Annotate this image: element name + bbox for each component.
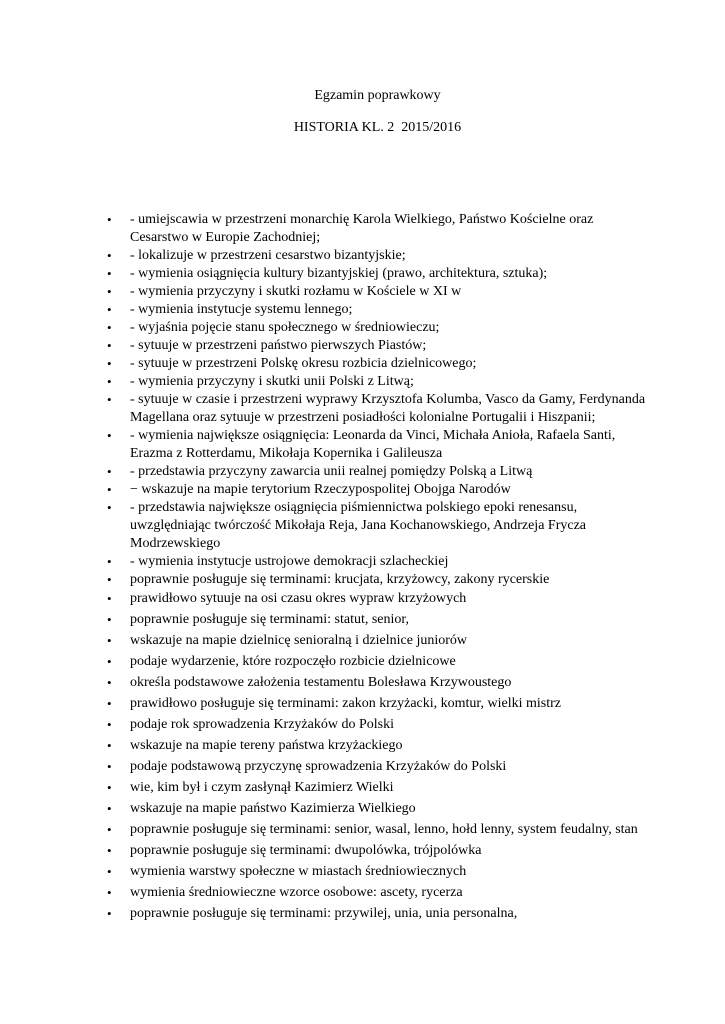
list-item	[0, 695, 725, 713]
bullet-icon: •	[107, 801, 112, 816]
list-item	[0, 427, 725, 463]
bullet-icon: •	[107, 906, 112, 921]
list-item	[0, 821, 725, 839]
bullet-icon: •	[107, 554, 112, 569]
list-item	[0, 211, 725, 247]
list-item-text: - wymienia największe osiągnięcia: Leonarda da Vinci, Michała Anioła, Rafaela Santi, Erazma z Rotterdamu, Mikołaja Kopernika i Galileusza	[130, 428, 616, 461]
bullet-icon: •	[107, 738, 112, 753]
bullet-icon: •	[107, 464, 112, 479]
list-item-text: poprawnie posługuje się terminami: statut, senior,	[130, 612, 409, 627]
list-item	[0, 632, 725, 650]
list-item-text: prawidłowo posługuje się terminami: zakon krzyżacki, komtur, wielki mistrz	[130, 696, 561, 711]
list-item-text: - wymienia osiągnięcia kultury bizantyjskiej (prawo, architektura, sztuka);	[130, 266, 548, 281]
list-item	[0, 391, 725, 427]
list-item-text: - wymienia przyczyny i skutki unii Polski z Litwą;	[130, 374, 414, 389]
bullet-icon: •	[107, 320, 112, 335]
list-item-text: wymienia średniowieczne wzorce osobowe: ascety, rycerza	[130, 885, 463, 900]
requirements-list	[0, 211, 725, 923]
document-title: Egzamin poprawkowy	[314, 88, 441, 103]
bullet-icon: •	[107, 675, 112, 690]
list-item-text: - wyjaśnia pojęcie stanu społecznego w średniowieczu;	[130, 320, 440, 335]
list-item-text: − wskazuje na mapie terytorium Rzeczypospolitej Obojga Narodów	[130, 482, 511, 497]
bullet-icon: •	[107, 266, 112, 281]
list-item	[0, 301, 725, 319]
bullet-icon: •	[107, 696, 112, 711]
bullet-icon: •	[107, 302, 112, 317]
list-item	[0, 337, 725, 355]
list-item	[0, 884, 725, 902]
bullet-icon: •	[107, 284, 112, 299]
list-item-text: - wymienia instytucje ustrojowe demokracji szlacheckiej	[130, 554, 449, 569]
list-item	[0, 674, 725, 692]
list-item-text: poprawnie posługuje się terminami: krucjata, krzyżowcy, zakony rycerskie	[130, 572, 550, 587]
list-item-text: podaje wydarzenie, które rozpoczęło rozbicie dzielnicowe	[130, 654, 456, 669]
list-item-text: wie, kim był i czym zasłynął Kazimierz Wielki	[130, 780, 394, 795]
bullet-icon: •	[107, 717, 112, 732]
bullet-icon: •	[107, 482, 112, 497]
list-item	[0, 590, 725, 608]
list-item-text: - przedstawia przyczyny zawarcia unii realnej pomiędzy Polską a Litwą	[130, 464, 533, 479]
bullet-icon: •	[107, 591, 112, 606]
bullet-icon: •	[107, 885, 112, 900]
list-item-text: - wymienia instytucje systemu lennego;	[130, 302, 353, 317]
list-item	[0, 373, 725, 391]
list-item	[0, 571, 725, 589]
list-item-text: wskazuje na mapie dzielnicę senioralną i dzielnice juniorów	[130, 633, 468, 648]
list-item	[0, 553, 725, 571]
list-item	[0, 842, 725, 860]
bullet-icon: •	[107, 248, 112, 263]
list-item-text: - lokalizuje w przestrzeni cesarstwo bizantyjskie;	[130, 248, 406, 263]
list-item-text: - sytuuje w przestrzeni państwo pierwszych Piastów;	[130, 338, 427, 353]
list-item-text: poprawnie posługuje się terminami: przywilej, unia, unia personalna,	[130, 906, 518, 921]
list-item	[0, 758, 725, 776]
bullet-icon: •	[107, 633, 112, 648]
document-subtitle: HISTORIA KL. 2 2015/2016	[293, 120, 462, 135]
list-item-text: określa podstawowe założenia testamentu Bolesława Krzywoustego	[130, 675, 512, 690]
list-item-text: prawidłowo sytuuje na osi czasu okres wypraw krzyżowych	[130, 591, 467, 606]
bullet-icon: •	[107, 212, 112, 227]
bullet-icon: •	[107, 759, 112, 774]
list-item	[0, 283, 725, 301]
list-item	[0, 265, 725, 283]
bullet-icon: •	[107, 864, 112, 879]
list-item	[0, 779, 725, 797]
bullet-icon: •	[107, 780, 112, 795]
bullet-icon: •	[107, 500, 112, 515]
list-item-text: - sytuuje w czasie i przestrzeni wyprawy Krzysztofa Kolumba, Vasco da Gamy, Ferdynanda Magellana oraz sytuuje w przestrzeni posiadłości kolonialne Portugalii i Hiszpanii;	[130, 392, 646, 425]
bullet-icon: •	[107, 654, 112, 669]
bullet-icon: •	[107, 572, 112, 587]
bullet-icon: •	[107, 338, 112, 353]
list-item	[0, 863, 725, 881]
list-item	[0, 463, 725, 481]
list-item-text: - wymienia przyczyny i skutki rozłamu w Kościele w XI w	[130, 284, 462, 299]
bullet-icon: •	[107, 356, 112, 371]
list-item	[0, 481, 725, 499]
list-item-text: poprawnie posługuje się terminami: senior, wasal, lenno, hołd lenny, system feudalny, stan	[130, 822, 638, 837]
bullet-icon: •	[107, 612, 112, 627]
list-item	[0, 247, 725, 265]
list-item-text: - sytuuje w przestrzeni Polskę okresu rozbicia dzielnicowego;	[130, 356, 477, 371]
list-item-text: poprawnie posługuje się terminami: dwupolówka, trójpolówka	[130, 843, 482, 858]
list-item-text: podaje podstawową przyczynę sprowadzenia Krzyżaków do Polski	[130, 759, 507, 774]
list-item-text: wymienia warstwy społeczne w miastach średniowiecznych	[130, 864, 467, 879]
bullet-icon: •	[107, 374, 112, 389]
list-item	[0, 355, 725, 373]
list-item-text: podaje rok sprowadzenia Krzyżaków do Polski	[130, 717, 394, 732]
bullet-icon: •	[107, 843, 112, 858]
bullet-icon: •	[107, 392, 112, 407]
list-item-text: - przedstawia największe osiągnięcia piśmiennictwa polskiego epoki renesansu, uwzględniając twórczość Mikołaja Reja, Jana Kochanowskiego, Andrzeja Frycza Modrzewskiego	[130, 500, 586, 551]
list-item	[0, 716, 725, 734]
list-item	[0, 653, 725, 671]
bullet-icon: •	[107, 822, 112, 837]
list-item-text: - umiejscawia w przestrzeni monarchię Karola Wielkiego, Państwo Kościelne oraz Cesarstwo w Europie Zachodniej;	[130, 212, 594, 245]
list-item	[0, 905, 725, 923]
list-item	[0, 319, 725, 337]
list-item	[0, 499, 725, 553]
list-item	[0, 737, 725, 755]
bullet-icon: •	[107, 428, 112, 443]
list-item-text: wskazuje na mapie tereny państwa krzyżackiego	[130, 738, 403, 753]
list-item-text: wskazuje na mapie państwo Kazimierza Wielkiego	[130, 801, 416, 816]
list-item	[0, 611, 725, 629]
list-item	[0, 800, 725, 818]
